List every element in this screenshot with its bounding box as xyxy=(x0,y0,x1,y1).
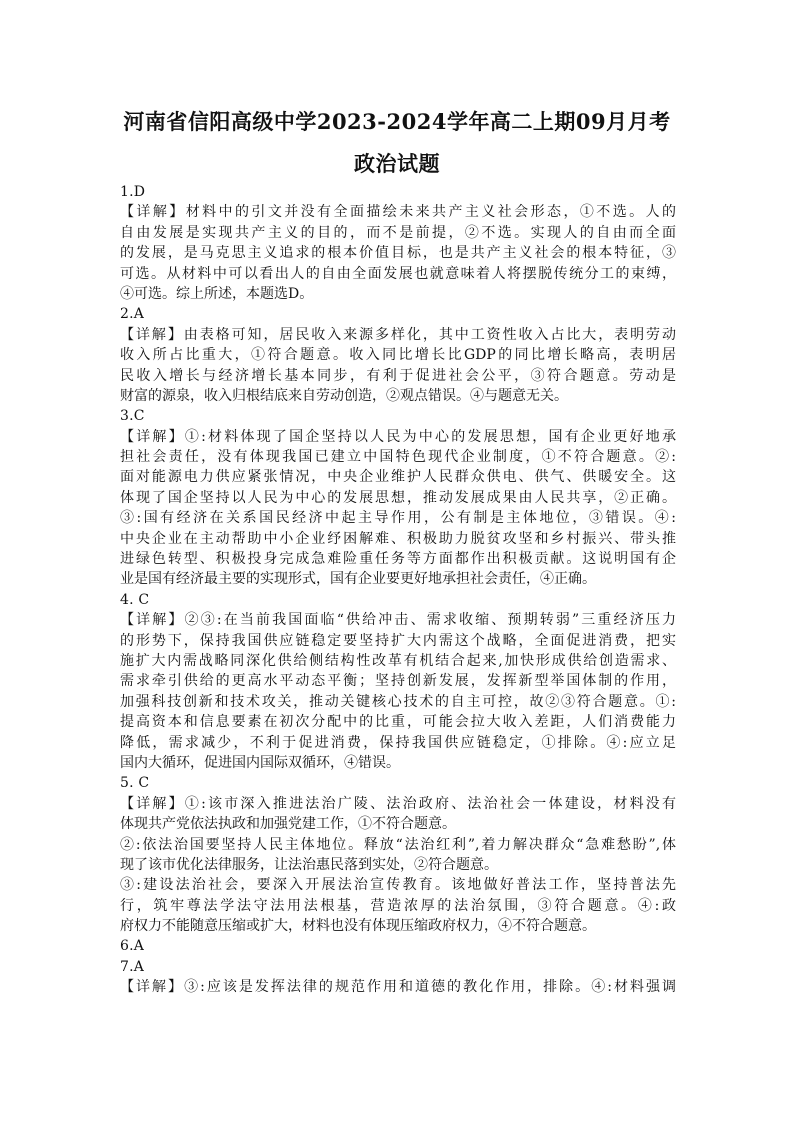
explanation-line: ③:建设法治社会，要深入开展法治宣传教育。该地做好普法工作，坚持普法先 xyxy=(120,877,676,894)
explanation-line: ③:国有经济在关系国民经济中起主导作用，公有制是主体地位，③错误。④: xyxy=(120,510,676,527)
answer-key-line: 7.A xyxy=(120,958,145,975)
answer-key-line: 2.A xyxy=(120,306,145,323)
explanation-line: 面对能源电力供应紧张情况，中央企业维护人民群众供电、供气、供暖安全。这 xyxy=(120,469,676,486)
explanation-line: 现了该市优化法律服务，让法治惠民落到实处，②符合题意。 xyxy=(120,856,498,873)
explanation-line: 加强科技创新和技术攻关，推动关键核心技术的自主可控，故②③符合题意。①: xyxy=(120,693,676,710)
explanation-line: 担社会责任，没有体现我国已建立中国特色现代企业制度，①不符合题意。②: xyxy=(120,449,676,466)
explanation-line: 体现了国企坚持以人民为中心的发展思想，推动发展成果由人民共享，②正确。 xyxy=(120,489,676,506)
explanation-line: 收入所占比重大，①符合题意。收入同比增长比GDP的同比增长略高，表明居 xyxy=(120,347,676,364)
explanation-line: 提高资本和信息要素在初次分配中的比重，可能会拉大收入差距，人们消费能力 xyxy=(120,714,676,731)
explanation-line: 需求牵引供给的更高水平动态平衡；坚持创新发展，发挥新型举国体制的作用， xyxy=(120,673,676,690)
explanation-line: 财富的源泉，收入归根结底来自劳动创造，②观点错误。④与题意无关。 xyxy=(120,387,568,404)
document-title: 河南省信阳高级中学2023-2024学年高二上期09月月考 xyxy=(123,109,671,134)
explanation-line: 【详解】③:应该是发挥法律的规范作用和道德的教化作用，排除。④:材料强调 xyxy=(120,979,676,996)
explanation-line: 中央企业在主动帮助中小企业纾困解难、积极助力脱贫攻坚和乡村振兴、带头推 xyxy=(120,530,676,547)
explanation-line: 【详解】①:材料体现了国企坚持以人民为中心的发展思想，国有企业更好地承 xyxy=(120,428,676,445)
answer-key-line: 3.C xyxy=(120,408,145,425)
explanation-line: 【详解】由表格可知，居民收入来源多样化，其中工资性收入占比大，表明劳动 xyxy=(120,326,676,343)
document-subtitle: 政治试题 xyxy=(354,151,440,176)
explanation-line: 行，筑牢尊法学法守法用法根基，营造浓厚的法治氛围，③符合题意。④:政 xyxy=(120,897,676,914)
explanation-line: 府权力不能随意压缩或扩大，材料也没有体现压缩政府权力，④不符合题意。 xyxy=(120,918,596,935)
answer-key-line: 5. C xyxy=(120,775,150,792)
explanation-line: 的形势下，保持我国供应链稳定要坚持扩大内需这个战略，全面促进消费，把实 xyxy=(120,632,676,649)
explanation-line: 国内大循环，促进国内国际双循环，④错误。 xyxy=(120,754,400,771)
explanation-line: 降低，需求减少，不利于促进消费，保持我国供应链稳定，①排除。④:应立足 xyxy=(120,734,676,751)
explanation-line: ②:依法治国要坚持人民主体地位。释放“法治红利”,着力解决群众“急难愁盼”,体 xyxy=(120,836,676,853)
explanation-line: ④可选。综上所述，本题选D。 xyxy=(120,285,314,302)
explanation-line: 自由发展是实现共产主义的目的，而不是前提，②不选。实现人的自由而全面 xyxy=(120,224,676,241)
explanation-line: 进绿色转型、积极投身完成急难险重任务等方面都作出积极贡献。这说明国有企 xyxy=(120,551,676,568)
explanation-line: 【详解】②③:在当前我国面临“供给冲击、需求收缩、预期转弱”三重经济压力 xyxy=(120,612,676,629)
explanation-line: 【详解】①:该市深入推进法治广陵、法治政府、法治社会一体建设，材料没有 xyxy=(120,795,676,812)
answer-key-line: 6.A xyxy=(120,938,145,955)
explanation-line: 民收入增长与经济增长基本同步，有利于促进社会公平，③符合题意。劳动是 xyxy=(120,367,676,384)
explanation-line: 可选。从材料中可以看出人的自由全面发展也就意味着人将摆脱传统分工的束缚， xyxy=(120,265,676,282)
explanation-line: 体现共产党依法执政和加强党建工作，①不符合题意。 xyxy=(120,816,456,833)
explanation-line: 业是国有经济最主要的实现形式，国有企业要更好地承担社会责任，④正确。 xyxy=(120,571,596,588)
answer-key-line: 1.D xyxy=(120,184,146,200)
explanation-line: 施扩大内需战略同深化供给侧结构性改革有机结合起来,加快形成供给创造需求、 xyxy=(120,652,676,669)
explanation-line: 【详解】材料中的引文并没有全面描绘未来共产主义社会形态，①不选。人的 xyxy=(120,204,676,221)
explanation-line: 的发展，是马克思主义追求的根本价值目标，也是共产主义社会的根本特征，③ xyxy=(120,245,676,262)
document-body xyxy=(120,182,676,998)
answer-key-line: 4. C xyxy=(120,591,150,608)
